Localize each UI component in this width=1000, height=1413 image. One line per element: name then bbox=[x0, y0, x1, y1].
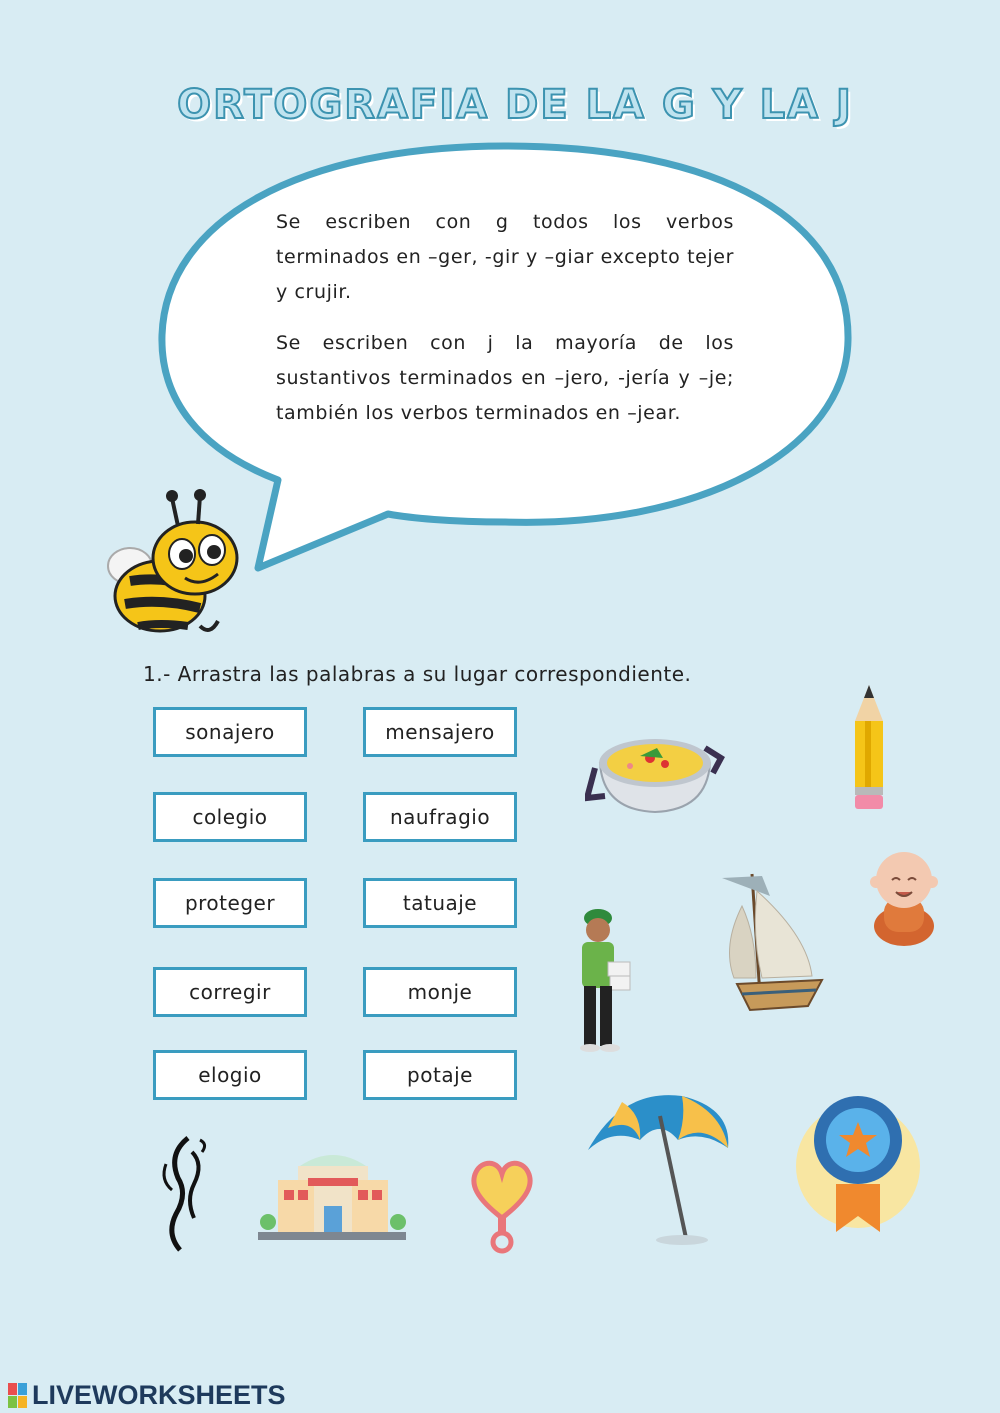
rule-j: Se escriben con j la mayoría de los sustantivos terminados en –jero, -jería y –je; también los verbos terminados en –jear. bbox=[276, 332, 734, 424]
word-potaje[interactable]: potaje bbox=[363, 1050, 517, 1100]
word-corregir[interactable]: corregir bbox=[153, 967, 307, 1017]
word-proteger[interactable]: proteger bbox=[153, 878, 307, 928]
medal-icon bbox=[796, 1092, 926, 1234]
word-tatuaje[interactable]: tatuaje bbox=[363, 878, 517, 928]
liveworksheets-logo-icon bbox=[8, 1383, 28, 1409]
rule-g: Se escriben con g todos los verbos terminados en –ger, -gir y –giar excepto tejer y crujir. bbox=[276, 211, 734, 303]
beach-umbrella-icon bbox=[582, 1088, 734, 1248]
school-building-icon bbox=[258, 1146, 408, 1246]
word-elogio[interactable]: elogio bbox=[153, 1050, 307, 1100]
pencil-icon bbox=[848, 683, 890, 813]
word-sonajero[interactable]: sonajero bbox=[153, 707, 307, 757]
messenger-icon bbox=[572, 908, 636, 1054]
instruction-text: 1.- Arrastra las palabras a su lugar correspondiente. bbox=[143, 662, 692, 686]
shipwreck-icon bbox=[712, 866, 828, 1018]
stew-pot-icon bbox=[585, 718, 725, 818]
word-monje[interactable]: monje bbox=[363, 967, 517, 1017]
word-mensajero[interactable]: mensajero bbox=[363, 707, 517, 757]
footer-brand bbox=[8, 1380, 286, 1411]
monk-icon bbox=[868, 846, 940, 950]
bee-mascot-icon bbox=[100, 486, 250, 646]
tattoo-icon bbox=[158, 1134, 210, 1254]
baby-rattle-icon bbox=[466, 1154, 538, 1254]
word-colegio[interactable]: colegio bbox=[153, 792, 307, 842]
word-naufragio[interactable]: naufragio bbox=[363, 792, 517, 842]
rules-text bbox=[276, 205, 734, 447]
page-title: ORTOGRAFIA DE LA G Y LA J bbox=[177, 82, 853, 128]
footer-brand-text: LIVEWORKSHEETS bbox=[32, 1380, 286, 1410]
